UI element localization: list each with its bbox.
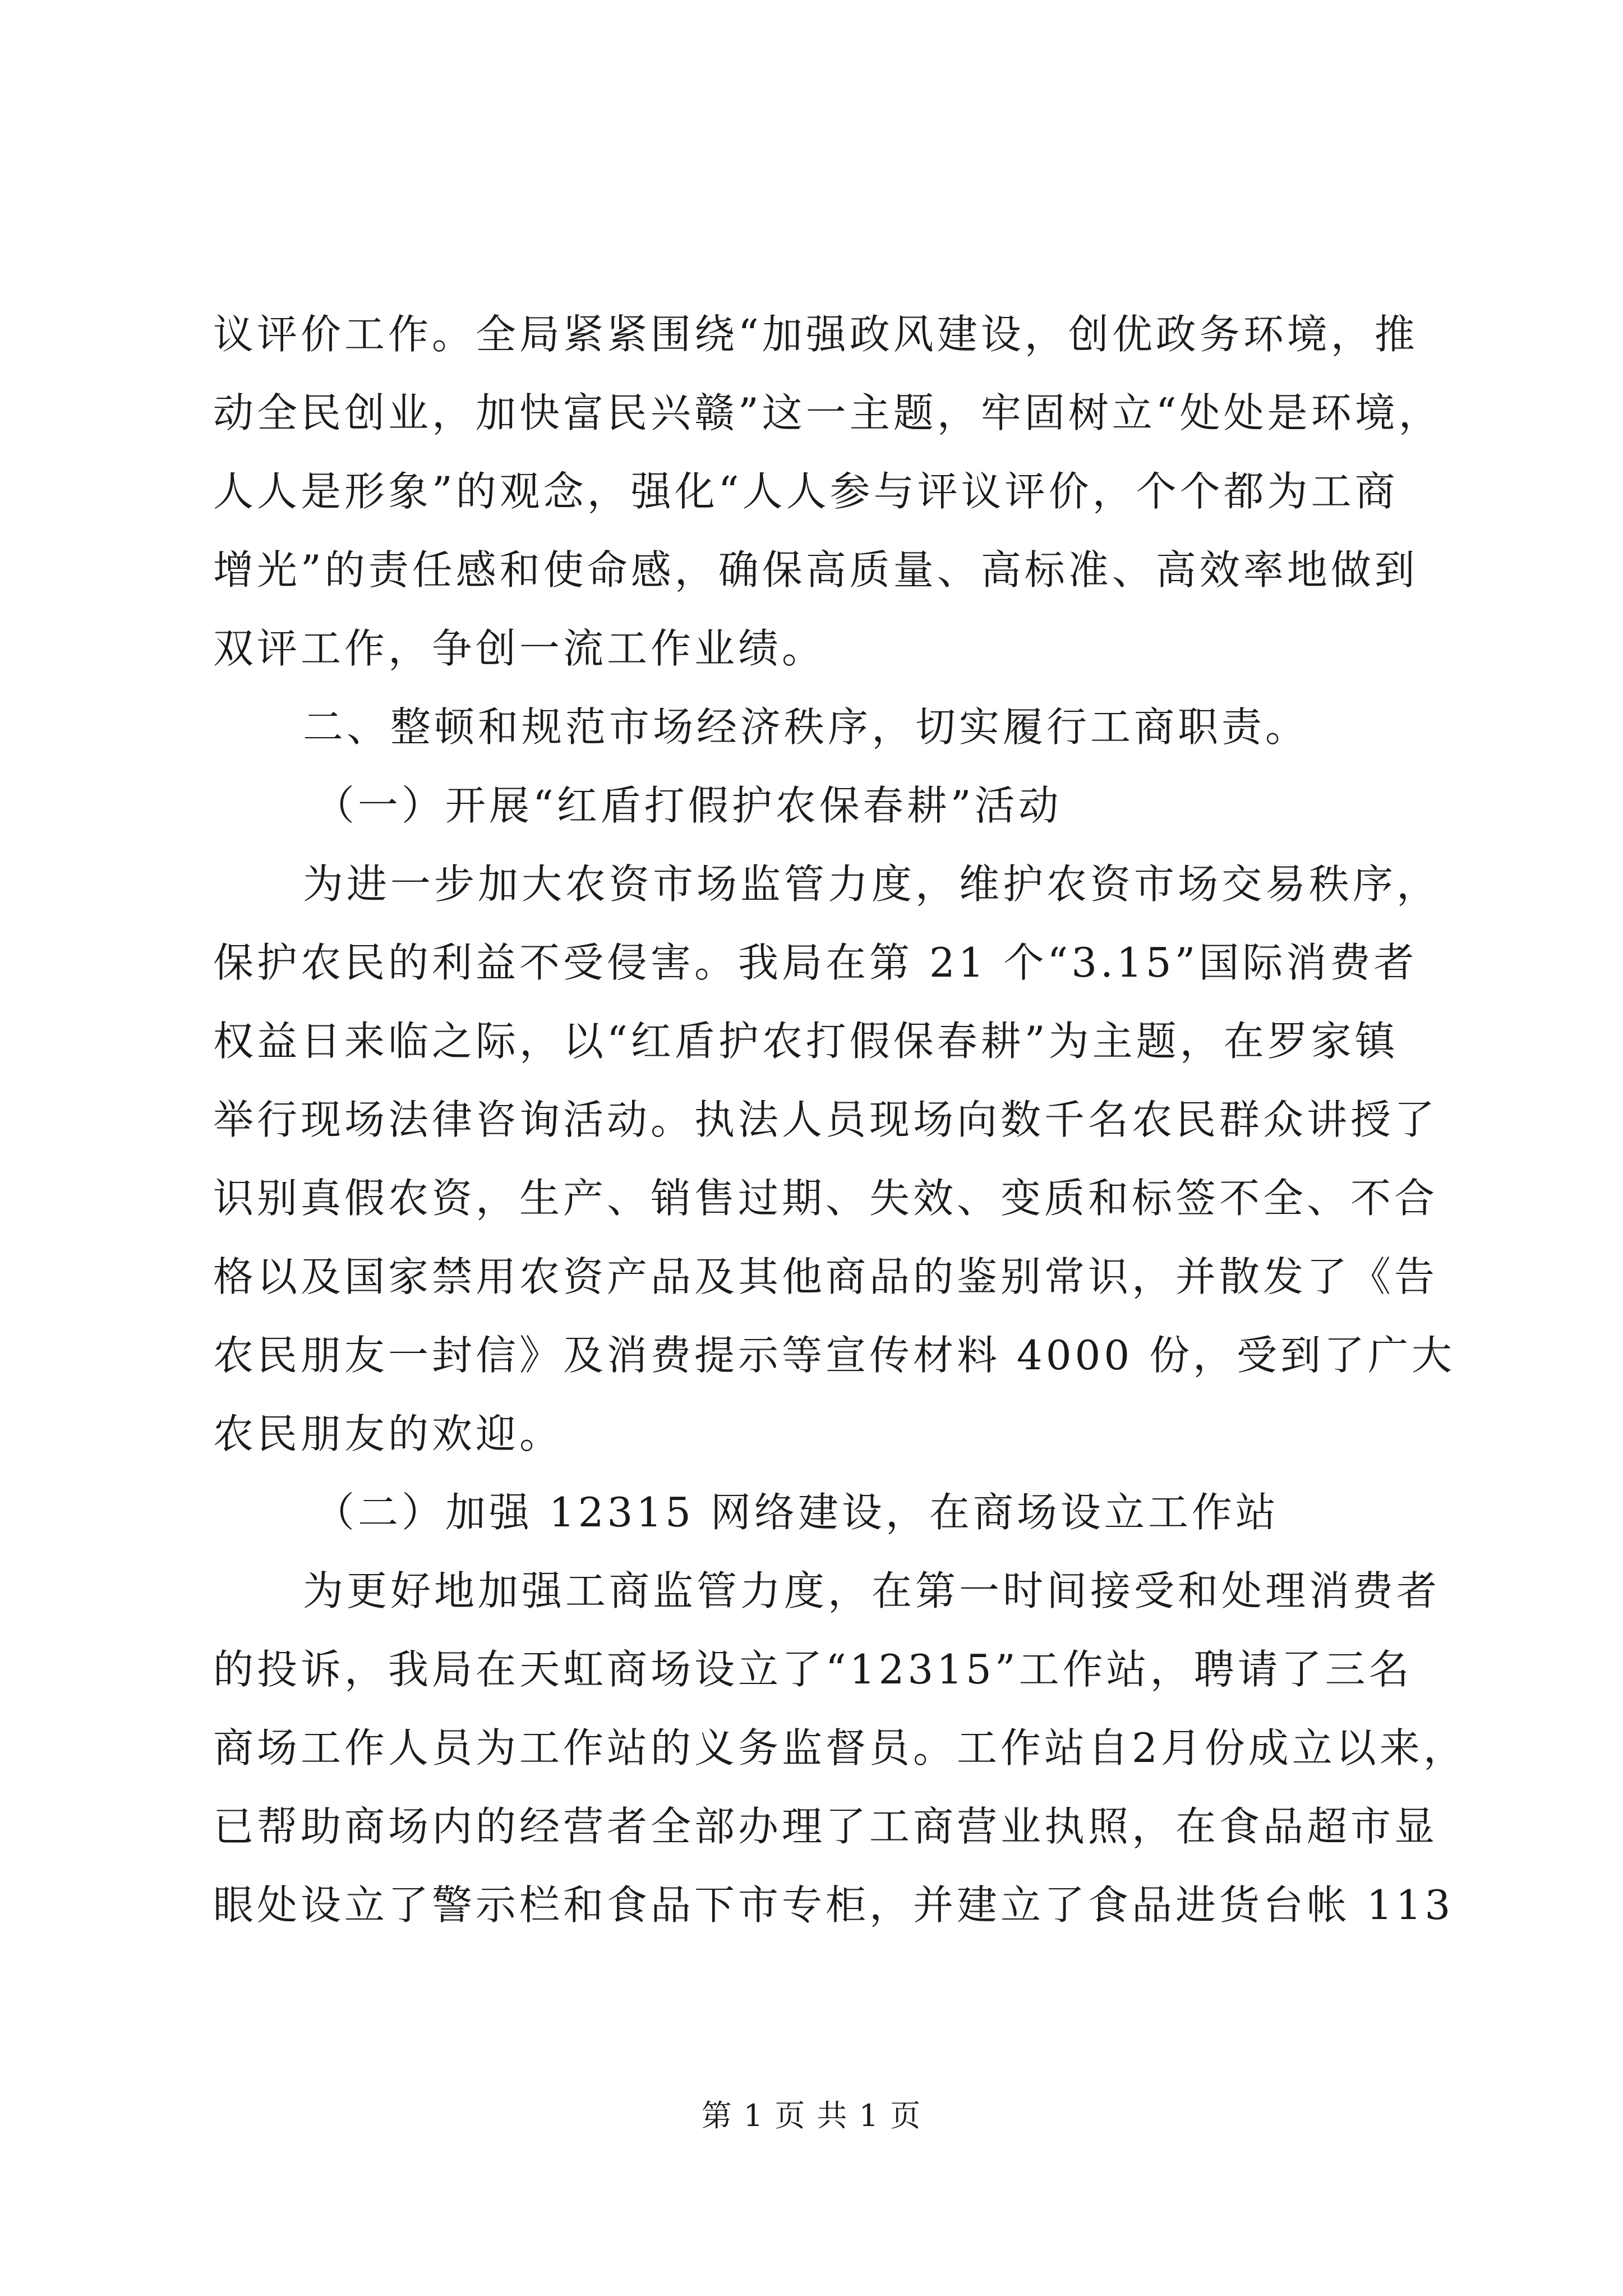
section-heading: 二、整顿和规范市场经济秩序，切实履行工商职责。 [303,703,1310,751]
paragraph-line: 为进一步加大农资市场监管力度，维护农资市场交易秩序， [303,861,1441,908]
page-number-footer: 第 1 页 共 1 页 [701,2098,922,2133]
subsection-heading: （一）开展“红盾打假护农保春耕”活动 [314,782,1062,829]
subsection-heading: （二）加强 12315 网络建设，在商场设立工作站 [314,1489,1279,1536]
paragraph-line: 举行现场法律咨询活动。执法人员现场向数千名农民群众讲授了 [213,1096,1438,1143]
paragraph-line: 农民朋友的欢迎。 [213,1410,564,1457]
paragraph-line: 权益日来临之际，以“红盾护农打假保春耕”为主题，在罗家镇 [213,1018,1399,1065]
paragraph-line: 格以及国家禁用农资产品及其他商品的鉴别常识，并散发了《告 [213,1253,1438,1300]
paragraph-line: 识别真假农资，生产、销售过期、失效、变质和标签不全、不合 [213,1175,1438,1222]
paragraph-line: 为更好地加强工商监管力度，在第一时间接受和处理消费者 [303,1567,1441,1614]
paragraph-line: 动全民创业，加快富民兴赣”这一主题，牢固树立“处处是环境， [213,389,1442,436]
paragraph-line: 商场工作人员为工作站的义务监督员。工作站自2月份成立以来， [213,1724,1467,1772]
paragraph-line: 增光”的责任感和使命感，确保高质量、高标准、高效率地做到 [213,546,1418,593]
paragraph-line: 保护农民的利益不受侵害。我局在第 21 个“3.15”国际消费者 [213,939,1418,986]
paragraph-line: 农民朋友一封信》及消费提示等宣传材料 4000 份，受到了广大 [213,1332,1456,1379]
paragraph-line: 的投诉，我局在天虹商场设立了“12315”工作站，聘请了三名 [213,1646,1413,1693]
paragraph-line: 眼处设立了警示栏和食品下市专柜，并建立了食品进货台帐 113 [213,1881,1454,1929]
paragraph-line: 双评工作，争创一流工作业绩。 [213,625,826,672]
paragraph-line: 人人是形象”的观念，强化“人人参与评议评价，个个都为工商 [213,468,1399,515]
paragraph-line: 议评价工作。全局紧紧围绕“加强政风建设，创优政务环境，推 [213,311,1418,358]
paragraph-line: 已帮助商场内的经营者全部办理了工商营业执照，在食品超市显 [213,1803,1438,1850]
